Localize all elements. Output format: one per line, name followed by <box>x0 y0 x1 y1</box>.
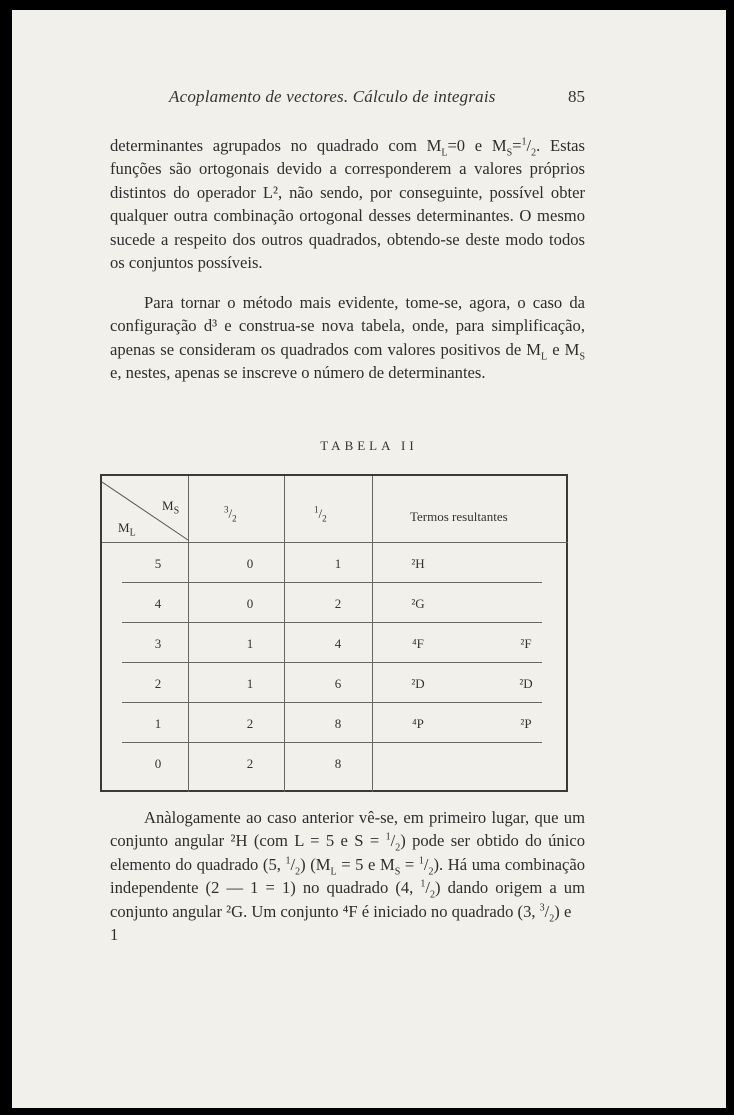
frac-den: 2 <box>322 513 327 524</box>
frac-num: 3 <box>224 504 229 515</box>
paragraph-3-text <box>110 806 585 923</box>
p2-c: e, nestes, apenas se inscreve o número de determinantes. <box>110 363 486 383</box>
sup-3: 3 <box>539 902 545 914</box>
slash: / <box>423 854 429 874</box>
hline-4 <box>122 702 542 703</box>
p3-e: = <box>400 854 419 874</box>
cell-t1: ⁴P <box>412 716 424 731</box>
sub-2: 2 <box>295 866 301 878</box>
cell-t1: ²H <box>411 556 425 571</box>
sub-s: S <box>394 866 401 878</box>
ml-header <box>118 520 136 539</box>
ml-label: M <box>118 520 130 535</box>
hline-2 <box>122 622 542 623</box>
sub-l: L <box>330 866 337 878</box>
vline-1 <box>188 476 189 792</box>
table-caption: TABELA II <box>320 438 418 453</box>
cell-t2: ²P <box>520 716 532 731</box>
cell-ml: 0 <box>154 756 162 771</box>
sup-1: 1 <box>385 831 391 843</box>
cell-ml: 3 <box>154 636 162 651</box>
paragraph-2 <box>110 291 585 385</box>
sub-2: 2 <box>430 889 436 901</box>
ms-label: M <box>162 498 174 513</box>
p3-h: ) e <box>554 901 572 921</box>
hline-5 <box>122 742 542 743</box>
cell-ml: 1 <box>154 716 162 731</box>
paragraph-1 <box>110 134 585 274</box>
header-three-halves <box>224 506 237 522</box>
cell-t1: ²G <box>411 596 425 611</box>
sub-l: L <box>541 351 548 363</box>
terms-header: Termos resultantes <box>410 509 508 524</box>
cell-c12: 8 <box>334 716 342 731</box>
cell-c12: 6 <box>334 676 342 691</box>
slash: / <box>544 901 550 921</box>
slash: / <box>425 878 431 898</box>
p3-d: = 5 e M <box>336 854 395 874</box>
page-number: 85 <box>568 87 585 106</box>
p3-f: ). Há uma combinação independente (2 — 1 = 1) no quadrado (4, <box>110 854 586 898</box>
cell-c32: 2 <box>246 756 254 771</box>
slash: / <box>390 831 396 851</box>
sup-1: 1 <box>521 136 527 148</box>
cell-c12: 2 <box>334 596 342 611</box>
paragraph-3-last-line: 1 <box>110 925 119 945</box>
sup-1: 1 <box>418 855 424 867</box>
running-title: Acoplamento de vectores. Cálculo de integrais <box>169 87 496 106</box>
sub-2: 2 <box>395 842 401 854</box>
cell-t1: ²D <box>411 676 425 691</box>
p3-g: ) dando origem a um conjunto angular ²G. Um conjunto ⁴F é iniciado no quadrado (3, <box>110 878 586 921</box>
cell-c12: 8 <box>334 756 342 771</box>
sub-l: L <box>441 147 448 159</box>
ml-sub: L <box>129 527 136 539</box>
p3-c: ) (M <box>300 854 331 874</box>
paragraph-2-text <box>110 291 585 385</box>
sub-s: S <box>506 147 513 159</box>
p2-a: Para tornar o método mais evidente, tome-se, agora, o caso da configuração d³ e construa-se nova tabela, onde, para simplificação, apenas se consideram os quadrados com valores positivos de M <box>110 293 585 359</box>
slash: / <box>526 136 532 155</box>
cell-c12: 1 <box>334 556 342 571</box>
sub-2: 2 <box>549 912 555 924</box>
cell-c32: 0 <box>246 556 254 571</box>
cell-c32: 1 <box>246 636 254 651</box>
paragraph-3 <box>110 806 585 946</box>
sub-s: S <box>579 351 585 363</box>
frac-den: 2 <box>232 513 237 524</box>
hline-1 <box>122 582 542 583</box>
table-ii <box>100 474 568 792</box>
ms-sub: S <box>173 505 180 517</box>
vline-2 <box>284 476 285 792</box>
cell-ml: 2 <box>154 676 162 691</box>
p3-b: ) pode ser obtido do único elemento do quadrado (5, <box>110 831 585 874</box>
hline-3 <box>122 662 542 663</box>
p1-dot: . <box>536 136 541 155</box>
slash: / <box>290 854 296 874</box>
frac-num: 1 <box>314 504 319 515</box>
frac-slash: / <box>318 506 323 521</box>
ms-header <box>162 498 180 517</box>
vline-3 <box>372 476 373 792</box>
cell-c32: 0 <box>246 596 254 611</box>
sup-1: 1 <box>285 855 291 867</box>
cell-t2: ²F <box>520 636 532 651</box>
p1-eq0: =0 e M <box>447 136 507 155</box>
cell-ml: 5 <box>154 556 162 571</box>
p1-line1: determinantes agrupados no quadrado com M <box>110 136 442 155</box>
cell-t1: ⁴F <box>412 636 424 651</box>
page <box>12 10 726 1108</box>
cell-c32: 2 <box>246 716 254 731</box>
p1-eq: = <box>512 136 522 155</box>
p1-rest: Estas funções são ortogonais devido a corresponderem a valores próprios distintos do operador L², não sendo, por conseguinte, possível obter qualquer outra combinação ortogonal desses determinantes. O mesmo sucede a respeito dos outros quadrados, obtendo-se deste modo todos os conjuntos possíveis. <box>110 136 585 273</box>
p3-a: Anàlogamente ao caso anterior vê-se, em primeiro lugar, que um conjunto angular ²H (com L = 5 e S = <box>110 808 585 851</box>
cell-t2: ²D <box>519 676 533 691</box>
sub-2: 2 <box>428 866 434 878</box>
p2-b: e M <box>547 339 580 359</box>
cell-ml: 4 <box>154 596 162 611</box>
cell-c12: 4 <box>334 636 342 651</box>
paragraph-1-text <box>110 134 585 274</box>
header-one-half <box>314 506 327 522</box>
sup-1: 1 <box>420 878 426 890</box>
cell-c32: 1 <box>246 676 254 691</box>
sub-2: 2 <box>531 147 537 159</box>
hline-header <box>102 542 568 543</box>
frac-slash: / <box>228 506 233 521</box>
